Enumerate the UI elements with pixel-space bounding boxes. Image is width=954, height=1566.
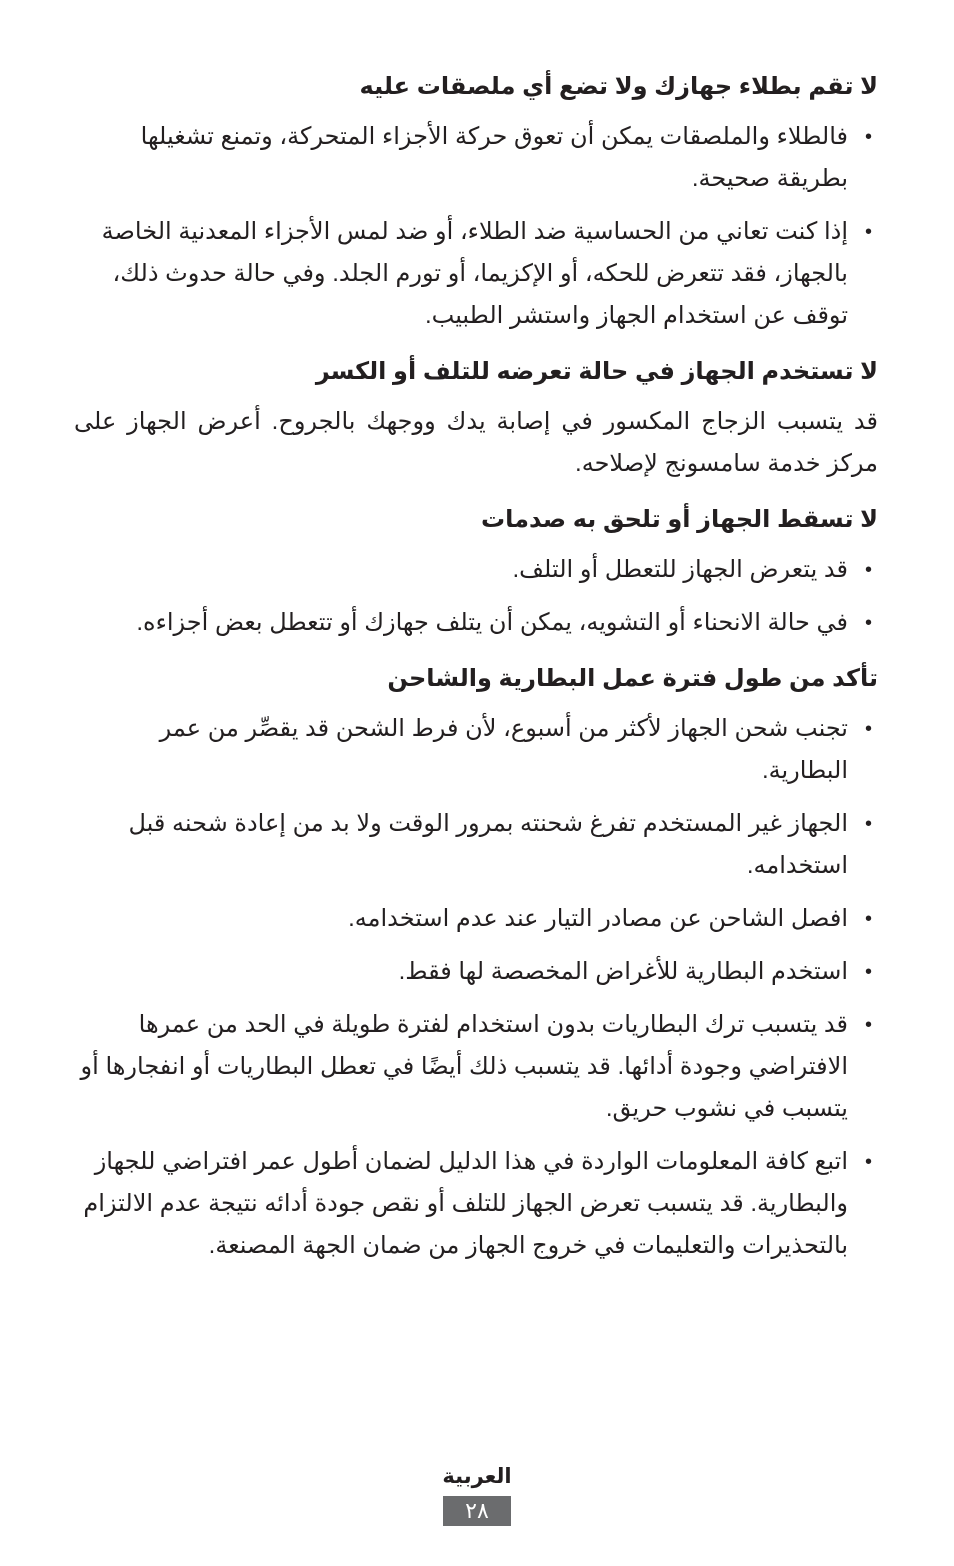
section-heading: لا تقم بطلاء جهازك ولا تضع أي ملصقات عليه xyxy=(359,73,878,100)
bullet-list xyxy=(74,708,878,1267)
page-content xyxy=(74,66,878,1281)
section-heading: لا تستخدم الجهاز في حالة تعرضه للتلف أو الكسر xyxy=(315,358,878,385)
list-item: • قد يتعرض الجهاز للتعطل أو التلف. xyxy=(74,549,878,591)
bullet-list xyxy=(74,116,878,337)
section-painting xyxy=(74,66,878,337)
section-battery xyxy=(74,658,878,1267)
list-item: • الجهاز غير المستخدم تفرغ شحنته بمرور الوقت ولا بد من إعادة شحنه قبل استخدامه. xyxy=(74,803,878,887)
list-item: • استخدم البطارية للأغراض المخصصة لها فقط. xyxy=(74,951,878,993)
section-heading: تأكد من طول فترة عمل البطارية والشاحن xyxy=(387,665,878,692)
page-number-badge: ٢٨ xyxy=(443,1496,511,1526)
list-item: • تجنب شحن الجهاز لأكثر من أسبوع، لأن فرط الشحن قد يقصِّر من عمر البطارية. xyxy=(74,708,878,792)
footer-language-label: العربية xyxy=(442,1465,512,1488)
list-item: • افصل الشاحن عن مصادر التيار عند عدم استخدامه. xyxy=(74,898,878,940)
section-drop xyxy=(74,499,878,644)
section-heading: لا تسقط الجهاز أو تلحق به صدمات xyxy=(481,506,878,533)
list-item: • في حالة الانحناء أو التشويه، يمكن أن يتلف جهازك أو تتعطل بعض أجزاءه. xyxy=(74,602,878,644)
list-item: • قد يتسبب ترك البطاريات بدون استخدام لفترة طويلة في الحد من عمرها الافتراضي وجودة أدائها. قد يتسبب ذلك أيضًا في تعطل البطاريات أو انفجارها أو يتسبب في نشوب حريق. xyxy=(74,1004,878,1130)
section-damaged-device xyxy=(74,351,878,485)
list-item: • اتبع كافة المعلومات الواردة في هذا الدليل لضمان أطول عمر افتراضي للجهاز والبطارية. قد يتسبب تعرض الجهاز للتلف أو نقص جودة أدائه نتيجة عدم الالتزام بالتحذيرات والتعليمات في خروج الجهاز من ضمان الجهة المصنعة. xyxy=(74,1141,878,1267)
section-paragraph: قد يتسبب الزجاج المكسور في إصابة يدك ووجهك بالجروح. أعرض الجهاز على مركز خدمة سامسونج لإصلاحه. xyxy=(74,408,878,477)
bullet-list xyxy=(74,549,878,644)
list-item: • إذا كنت تعاني من الحساسية ضد الطلاء، أو ضد لمس الأجزاء المعدنية الخاصة بالجهاز، فقد تتعرض للحكه، أو الإكزيما، أو تورم الجلد. وفي حالة حدوث ذلك، توقف عن استخدام الجهاز واستشر الطبيب. xyxy=(74,211,878,337)
list-item: • فالطلاء والملصقات يمكن أن تعوق حركة الأجزاء المتحركة، وتمنع تشغيلها بطريقة صحيحة. xyxy=(74,116,878,200)
page-footer xyxy=(0,1462,954,1526)
